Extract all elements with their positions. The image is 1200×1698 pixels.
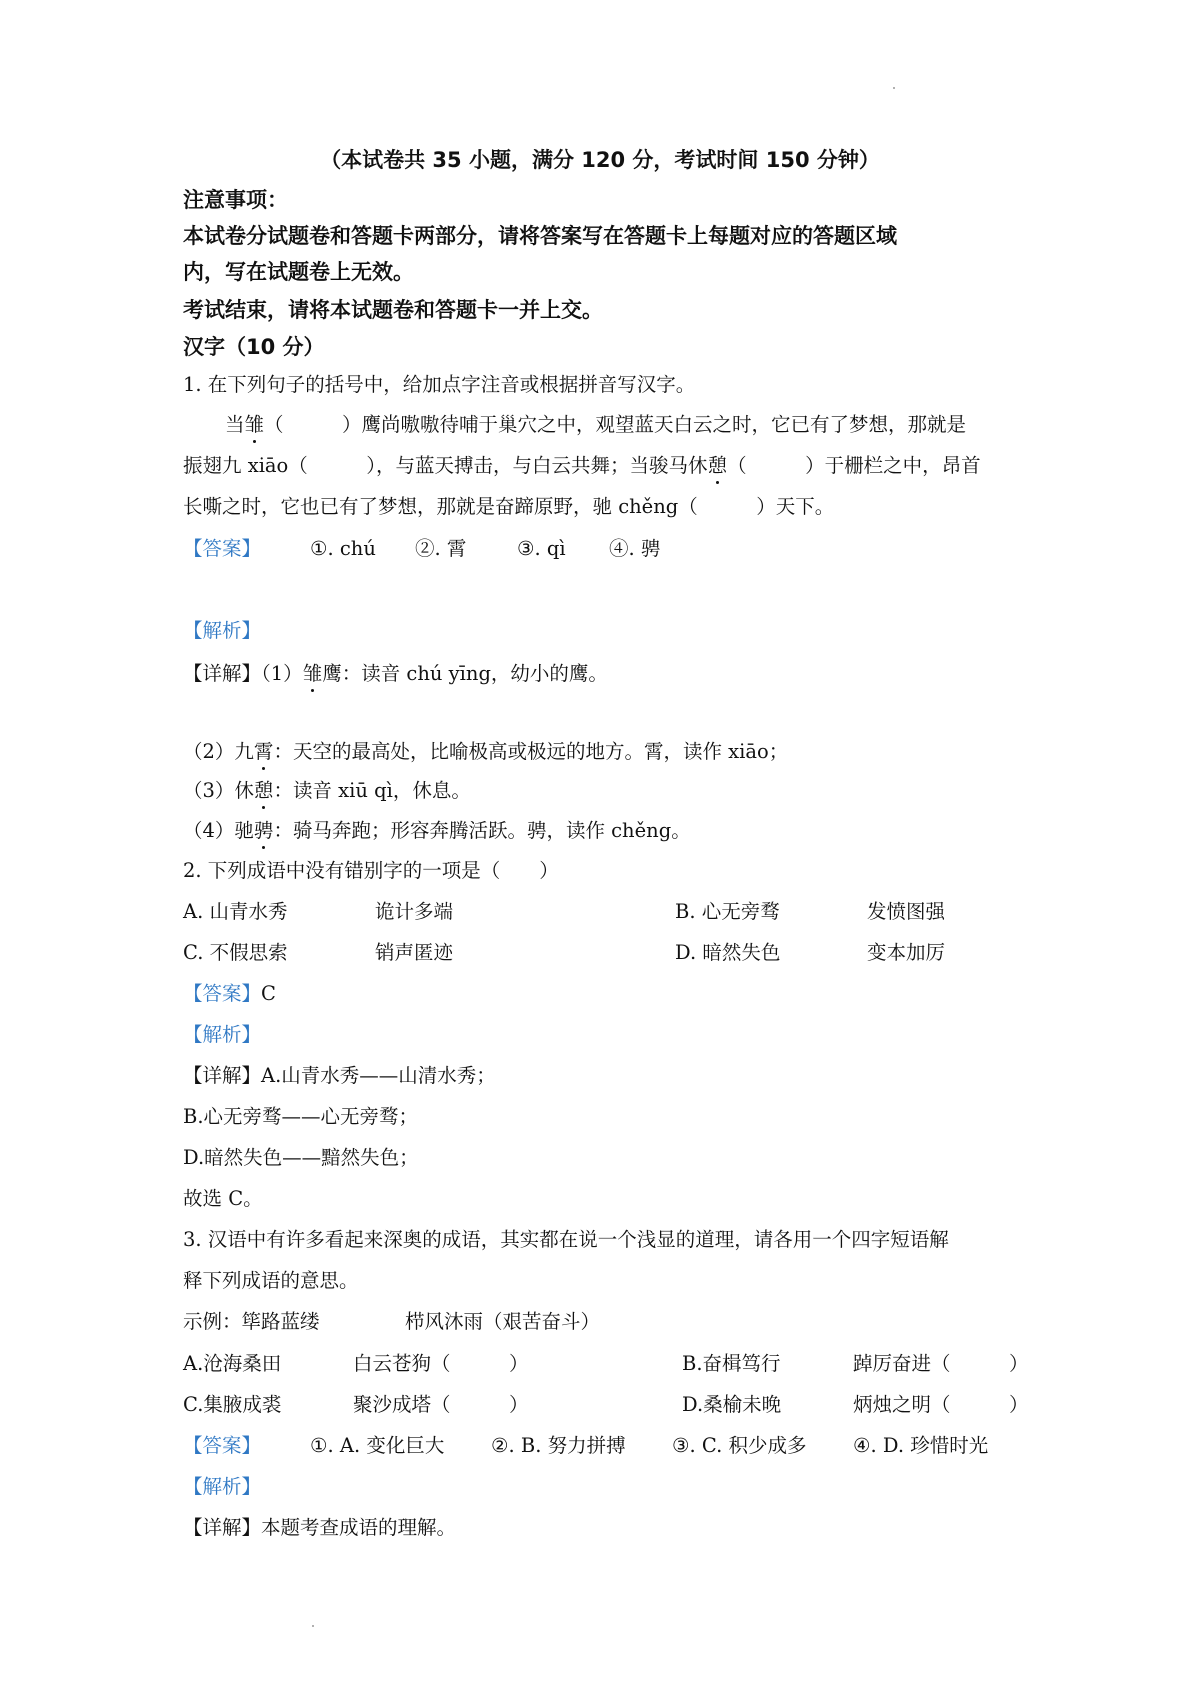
answer-tag: 【答案】 (183, 982, 262, 1005)
detail-text: （4）驰 (183, 819, 254, 842)
q3-option-b-blank: 踔厉奋进（ ） (853, 1352, 1029, 1375)
notice-line-3: 考试结束，请将本试题卷和答题卡一并上交。 (183, 298, 603, 322)
q3-option-b: B.奋楫笃行 (682, 1352, 781, 1375)
q1-detail-3 (183, 777, 471, 805)
dotted-char: 骋 (254, 817, 274, 845)
q1-text: 振翅九 xiāo（ ），与蓝天搏击，与白云共舞；当骏马休 (183, 454, 708, 477)
detail-text: 鹰：读音 chú yīng，幼小的鹰。 (322, 662, 608, 685)
scan-speck (312, 1625, 314, 1627)
q1-answer-3: ③. qì (517, 537, 566, 560)
q1-text: （ ）鹰尚嗷嗷待哺于巢穴之中，观望蓝天白云之时，它已有了梦想，那就是 (264, 413, 967, 436)
q3-example-label: 示例：筚路蓝缕 (183, 1310, 320, 1333)
detail-text: ：读音 xiū qì，休息。 (273, 779, 471, 802)
detail-text: （2）九 (183, 740, 254, 763)
q3-answer-4: ④. D. 珍惜时光 (853, 1434, 989, 1457)
analysis-tag: 【解析】 (183, 1475, 262, 1498)
scan-speck (893, 87, 895, 89)
q1-answer-4: ④. 骋 (609, 537, 661, 560)
q1-passage-line-1 (225, 411, 966, 439)
q1-passage-line-3: 长嘶之时，它也已有了梦想，那就是奋蹄原野，驰 chěng（ ）天下。 (183, 495, 835, 518)
dotted-char: 霄 (254, 738, 274, 766)
analysis-tag: 【解析】 (183, 1023, 262, 1046)
dotted-char: 雏 (245, 411, 265, 439)
notice-line-2: 内，写在试题卷上无效。 (183, 260, 414, 284)
q1-detail-2 (183, 738, 788, 766)
q1-detail-1 (183, 660, 608, 688)
answer-tag: 【答案】 (183, 1434, 262, 1457)
detail-text: A.山青水秀——山清水秀； (261, 1064, 496, 1087)
q2-answer: C (261, 982, 276, 1005)
detail-tag: 【详解】 (183, 662, 262, 685)
q3-option-c-blank: 聚沙成塔（ ） (353, 1393, 529, 1416)
q3-option-d-blank: 炳烛之明（ ） (853, 1393, 1029, 1416)
q1-text: （ ）于栅栏之中，昂首 (727, 454, 981, 477)
q3-option-d: D.桑榆未晚 (682, 1393, 782, 1416)
q2-option-a-second: 诡计多端 (375, 900, 454, 923)
notice-line-1: 本试卷分试题卷和答题卡两部分，请将答案写在答题卡上每题对应的答题区域 (183, 224, 897, 248)
q3-answer-row (183, 1432, 261, 1460)
q3-answer-1: ①. A. 变化巨大 (310, 1434, 445, 1457)
q2-conclusion: 故选 C。 (183, 1187, 263, 1210)
detail-text: （1） (261, 662, 303, 685)
q3-detail (183, 1514, 456, 1542)
q3-stem-line-1: 3. 汉语中有许多看起来深奥的成语，其实都在说一个浅显的道理，请各用一个四字短语解 (183, 1228, 949, 1251)
q2-option-d: D. 暗然失色 (675, 941, 781, 964)
detail-text: ：骑马奔跑；形容奔腾活跃。骋，读作 chěng。 (273, 819, 691, 842)
exam-info: （本试卷共 35 小题，满分 120 分，考试时间 150 分钟） (320, 148, 880, 172)
analysis-tag: 【解析】 (183, 619, 262, 642)
dotted-char: 雏 (303, 660, 323, 688)
detail-tag: 【详解】 (183, 1516, 262, 1539)
q2-option-a: A. 山青水秀 (183, 900, 288, 923)
q1-answer-row (183, 535, 261, 563)
q1-passage-line-2 (183, 452, 981, 480)
notice-title: 注意事项： (183, 188, 288, 212)
section-heading: 汉字（10 分） (183, 335, 325, 359)
q1-detail-4 (183, 817, 691, 845)
q3-option-a: A.沧海桑田 (183, 1352, 282, 1375)
dotted-char: 憩 (708, 452, 728, 480)
detail-text: 本题考查成语的理解。 (261, 1516, 457, 1539)
detail-text: （3）休 (183, 779, 254, 802)
q2-option-d-second: 变本加厉 (867, 941, 946, 964)
dotted-char: 憩 (254, 777, 274, 805)
q3-stem-line-2: 释下列成语的意思。 (183, 1269, 359, 1292)
q2-answer-row (183, 980, 276, 1008)
q2-detail-a (183, 1062, 496, 1090)
q2-detail-d: D.暗然失色——黯然失色； (183, 1146, 419, 1169)
q1-answer-2: ②. 霄 (415, 537, 467, 560)
q2-option-b: B. 心无旁骛 (675, 900, 780, 923)
q2-option-b-second: 发愤图强 (867, 900, 946, 923)
q1-stem: 1. 在下列句子的括号中，给加点字注音或根据拼音写汉字。 (183, 373, 696, 396)
q2-option-c: C. 不假思索 (183, 941, 288, 964)
q3-example-rest: 栉风沐雨（艰苦奋斗） (405, 1310, 601, 1333)
detail-tag: 【详解】 (183, 1064, 262, 1087)
q3-answer-3: ③. C. 积少成多 (672, 1434, 807, 1457)
q1-answer-1: ①. chú (310, 537, 376, 560)
q3-option-c: C.集腋成裘 (183, 1393, 282, 1416)
answer-tag: 【答案】 (183, 537, 262, 560)
detail-text: ：天空的最高处，比喻极高或极远的地方。霄，读作 xiāo； (273, 740, 789, 763)
q2-stem: 2. 下列成语中没有错别字的一项是（ ） (183, 859, 559, 882)
q3-answer-2: ②. B. 努力拼搏 (491, 1434, 626, 1457)
q3-option-a-blank: 白云苍狗（ ） (353, 1352, 529, 1375)
q2-option-c-second: 销声匿迹 (375, 941, 454, 964)
q2-detail-b: B.心无旁骛——心无旁骛； (183, 1105, 419, 1128)
q1-text: 当 (225, 413, 245, 436)
